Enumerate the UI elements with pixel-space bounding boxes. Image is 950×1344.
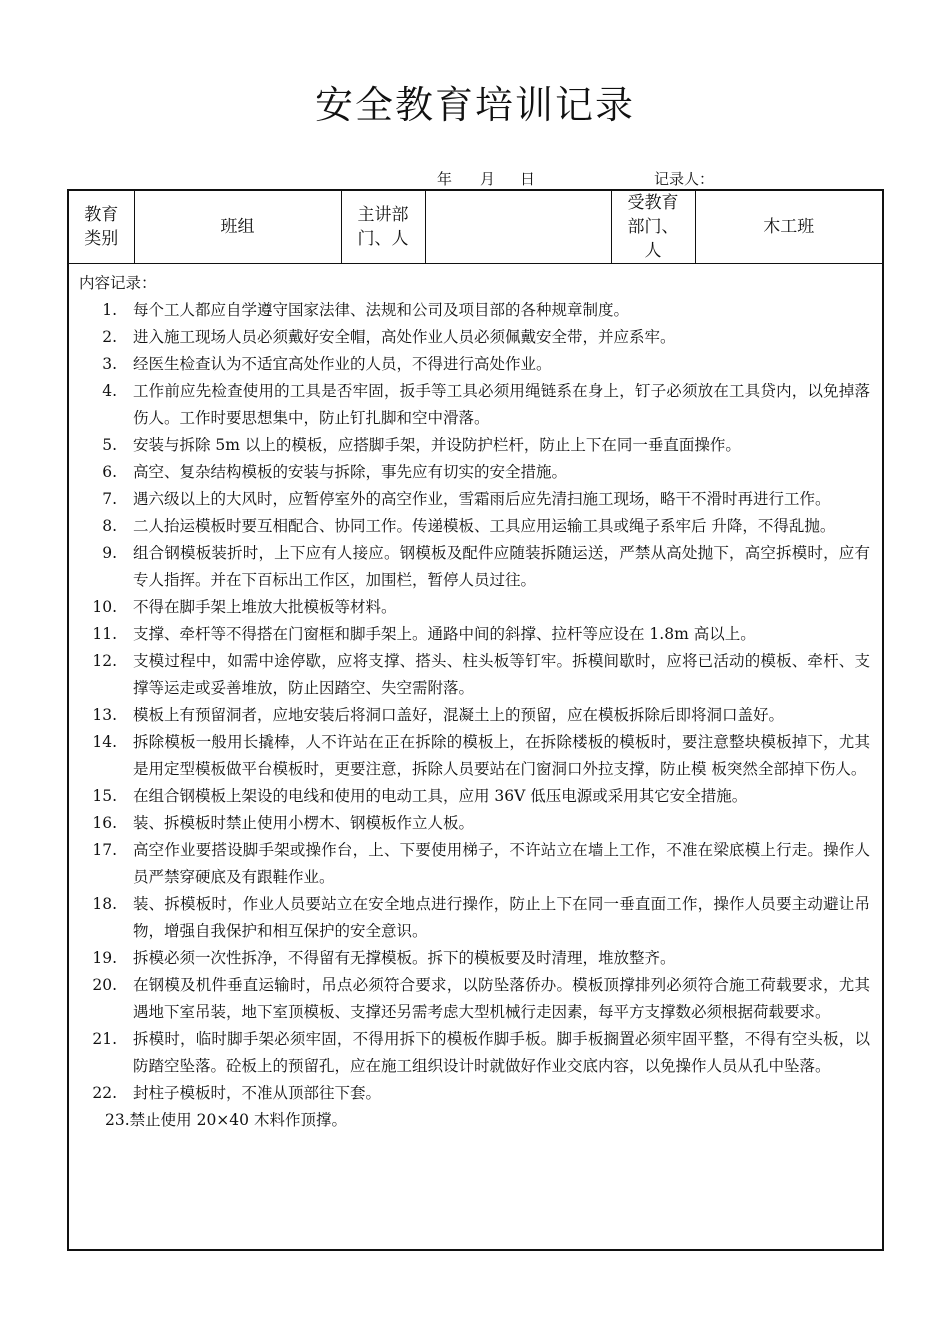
item-text: 拆除模板一般用长撬棒，人不许站在正在拆除的模板上，在拆除楼板的模板时，要注意整块模板掉下，尤其是用定型模板做平台模板时，更要注意，拆除人员要站在门窗洞口外拉支撑，防止模 板突然全部掉下伤人。	[133, 733, 870, 778]
item-text: 安装与拆除 5m 以上的模板，应搭脚手架，并设防护栏杆，防止上下在同一垂直面操作。	[133, 436, 741, 454]
item-number: 14.	[92, 733, 117, 751]
list-item	[77, 810, 874, 837]
page-title: 安全教育培训记录	[314, 83, 635, 127]
item-text: 不得在脚手架上堆放大批模板等材料。	[133, 598, 397, 616]
list-item	[77, 891, 874, 945]
list-item	[77, 702, 874, 729]
recorder-label: 记录人：	[654, 170, 715, 188]
item-number: 18.	[92, 895, 117, 913]
item-number: 3.	[102, 355, 117, 373]
list-item	[77, 324, 874, 351]
list-item	[77, 297, 874, 324]
item-text: 高空、复杂结构模板的安装与拆除，事先应有切实的安全措施。	[133, 463, 568, 481]
item-text: 在组合钢模板上架设的电线和使用的电动工具，应用 36V 低压电源或采用其它安全措施。	[133, 787, 748, 805]
item-text: 工作前应先检查使用的工具是否牢固，扳手等工具必须用绳链系在身上，钉子必须放在工具贷内，以免掉落伤人。工作时要思想集中，防止钉扎脚和空中滑落。	[133, 382, 870, 427]
item-text: 进入施工现场人员必须戴好安全帽，高处作业人员必须佩戴安全带，并应系牢。	[133, 328, 676, 346]
rules-list	[77, 297, 874, 1107]
list-item	[77, 486, 874, 513]
list-item	[77, 459, 874, 486]
item-text: 经医生检查认为不适宜高处作业的人员，不得进行高处作业。	[133, 355, 552, 373]
list-item	[77, 729, 874, 783]
item-text: 装、拆模板时，作业人员要站立在安全地点进行操作，防止上下在同一垂直面工作，操作人员要主动避让吊物，增强自我保护和相互保护的安全意识。	[133, 895, 870, 940]
item-number: 16.	[92, 814, 117, 832]
list-item	[77, 378, 874, 432]
list-item	[77, 783, 874, 810]
list-item	[77, 1080, 874, 1107]
category-label: 教育类别	[69, 191, 134, 264]
list-item-23: 23.禁止使用 20×40 木料作顶撑。	[105, 1111, 347, 1129]
item-number: 4.	[102, 382, 117, 400]
list-item	[77, 1026, 874, 1080]
item-number: 22.	[92, 1084, 117, 1102]
item-number: 19.	[92, 949, 117, 967]
item-text: 支模过程中，如需中途停歇，应将支撑、搭头、柱头板等钉牢。拆模间歇时，应将已活动的模板、牵杆、支撑等运走或妥善堆放，防止因踏空、失空需附落。	[133, 652, 870, 697]
item-text: 在钢模及机件垂直运输时，吊点必须符合要求，以防坠落侨办。模板顶撑排列必须符合施工荷载要求，尤其遇地下室吊装，地下室顶模板、支撑还另需考虑大型机械行走因素，每平方支撑数必须根据荷载要求。	[133, 976, 870, 1021]
list-item	[77, 594, 874, 621]
item-number: 6.	[102, 463, 117, 481]
content-label: 内容记录：	[79, 274, 157, 292]
item-text: 遇六级以上的大风时，应暂停室外的高空作业，雪霜雨后应先清扫施工现场，略干不滑时再进行工作。	[133, 490, 831, 508]
item-number: 5.	[102, 436, 117, 454]
item-number: 9.	[102, 544, 117, 562]
item-text: 高空作业要搭设脚手架或操作台，上、下要使用梯子，不许站立在墙上工作，不准在梁底模上行走。操作人员严禁穿硬底及有跟鞋作业。	[133, 841, 870, 886]
item-number: 2.	[102, 328, 117, 346]
item-number: 8.	[102, 517, 117, 535]
item-number: 7.	[102, 490, 117, 508]
item-text: 封柱子模板时，不准从顶部往下套。	[133, 1084, 382, 1102]
item-text: 支撑、牵杆等不得搭在门窗框和脚手架上。通路中间的斜撑、拉杆等应设在 1.8m 高以上。	[133, 625, 756, 643]
category-value: 班组	[134, 191, 341, 264]
item-text: 拆模必须一次性拆净，不得留有无撑模板。拆下的模板要及时清理，堆放整齐。	[133, 949, 676, 967]
trainee-label: 受教育部门、人	[611, 191, 695, 264]
item-number: 1.	[102, 301, 117, 319]
date-recorder-line	[0, 168, 950, 188]
item-number: 13.	[92, 706, 117, 724]
list-item	[77, 648, 874, 702]
item-number: 10.	[92, 598, 117, 616]
item-text: 每个工人都应自学遵守国家法律、法规和公司及项目部的各种规章制度。	[133, 301, 630, 319]
item-text: 模板上有预留洞者，应地安装后将洞口盖好，混凝土上的预留，应在模板拆除后即将洞口盖好。	[133, 706, 785, 724]
day-label: 日	[520, 170, 536, 188]
list-item	[77, 837, 874, 891]
list-item	[77, 945, 874, 972]
list-item	[77, 540, 874, 594]
trainee-value: 木工班	[695, 191, 882, 264]
item-number: 20.	[92, 976, 117, 994]
item-number: 17.	[92, 841, 117, 859]
item-number: 21.	[92, 1030, 117, 1048]
item-text: 装、拆模板时禁止使用小楞木、钢模板作立人板。	[133, 814, 475, 832]
record-form	[67, 189, 884, 1251]
content-record	[69, 264, 882, 1134]
list-item	[77, 972, 874, 1026]
list-item	[77, 513, 874, 540]
item-text: 拆模时，临时脚手架必须牢固，不得用拆下的模板作脚手板。脚手板搁置必须牢固平整，不得有空头板，以防踏空坠落。砼板上的预留孔，应在施工组织设计时就做好作业交底内容，以免操作人员从孔中坠落。	[133, 1030, 870, 1075]
item-number: 12.	[92, 652, 117, 670]
list-item	[77, 351, 874, 378]
year-label: 年	[437, 170, 453, 188]
item-text: 组合钢模板装折时，上下应有人接应。钢模板及配件应随装拆随运送，严禁从高处抛下，高空拆模时，应有专人指挥。并在下百标出工作区，加围栏，暂停人员过往。	[133, 544, 870, 589]
item-number: 11.	[92, 625, 117, 643]
item-number: 15.	[92, 787, 117, 805]
lecturer-value	[425, 191, 611, 264]
header-table	[69, 191, 882, 264]
month-label: 月	[480, 170, 496, 188]
list-item	[77, 621, 874, 648]
item-text: 二人抬运模板时要互相配合、协同工作。传递模板、工具应用运输工具或绳子系牢后 升降，不得乱抛。	[133, 517, 836, 535]
lecturer-label: 主讲部门、人	[341, 191, 425, 264]
list-item	[77, 432, 874, 459]
